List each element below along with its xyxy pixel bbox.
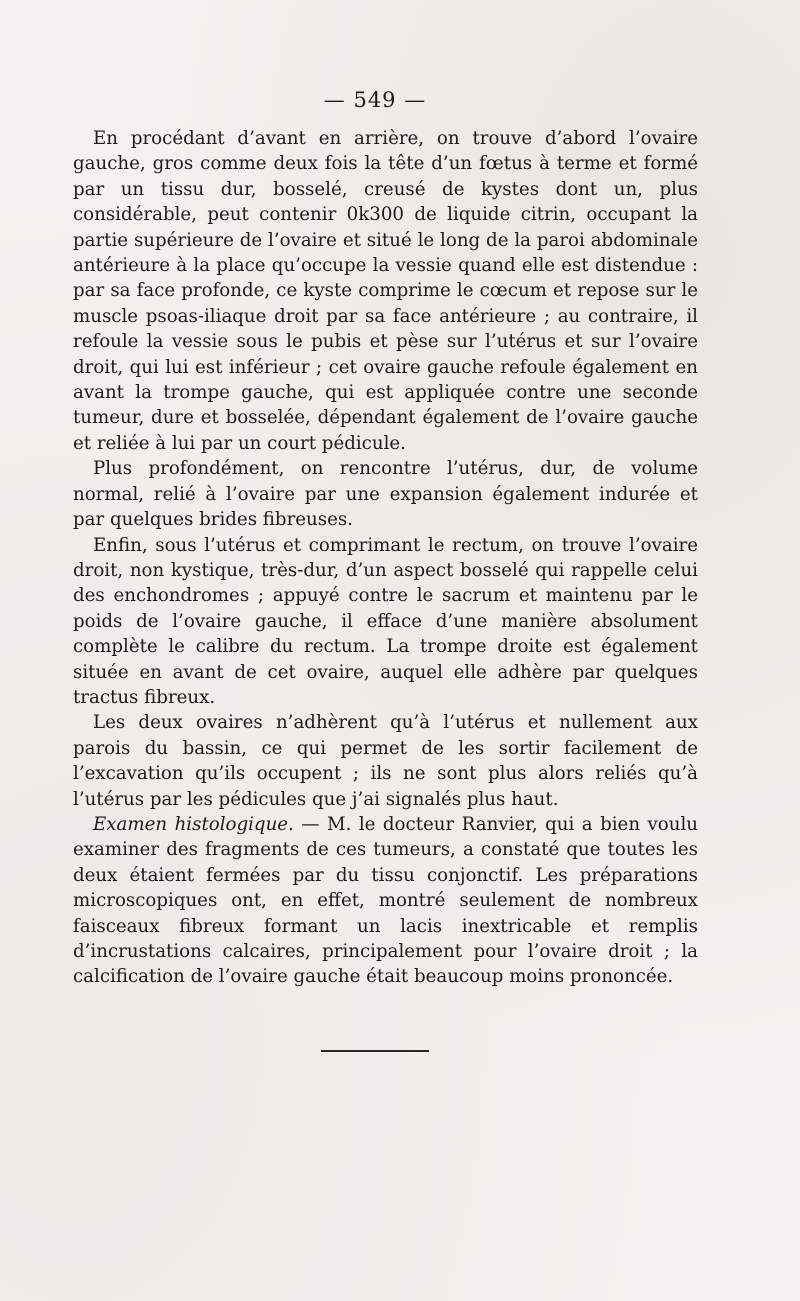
page-number: — 549 — [323, 88, 427, 112]
section-heading-inline: Examen histologique. [93, 813, 294, 835]
end-rule [321, 1050, 429, 1052]
paragraph-5-text: — M. le docteur Ranvier, qui a bien voulu examiner des fragments de ces tumeurs, a constaté que toutes les deux étaient fermées par du tissu conjonctif. Les préparations microscopiques ont, en effet, montré seulement de nombreux faisceaux fibreux formant un lacis inextricable et remplis d’incrustations calcaires, principalement pour l’ovaire droit ; la calcification de l’ovaire gauche était beaucoup moins prononcée. [73, 813, 698, 988]
paragraph-3: Enfin, sous l’utérus et comprimant le rectum, on trouve l’ovaire droit, non kystique, très-dur, d’un aspect bosselé qui rappelle celui des enchondromes ; appuyé contre le sacrum et maintenu par le poids de l’ovaire gauche, il efface d’une manière absolument complète le calibre du rectum. La trompe droite est également située en avant de cet ovaire, auquel elle adhère par quelques tractus fibreux. [73, 534, 698, 708]
paragraph-5 [73, 812, 698, 990]
body-text [73, 126, 698, 990]
paragraph-1: En procédant d’avant en arrière, on trouve d’abord l’ovaire gauche, gros comme deux fois la tête d’un fœtus à terme et formé par un tissu dur, bosselé, creusé de kystes dont un, plus considérable, peut contenir 0k300 de liquide citrin, occupant la partie supérieure de l’ovaire et situé le long de la paroi abdominale antérieure à la place qu’occupe la vessie quand elle est distendue : par sa face profonde, ce kyste comprime le cœcum et repose sur le muscle psoas-iliaque droit par sa face antérieure ; au contraire, il refoule la vessie sous le pubis et pèse sur l’utérus et sur l’ovaire droit, qui lui est inférieur ; cet ovaire gauche refoule également en avant la trompe gauche, qui est appliquée contre une seconde tumeur, dure et bosselée, dépendant également de l’ovaire gauche et reliée à lui par un court pédicule. [73, 128, 698, 454]
paragraph-2: Plus profondément, on rencontre l’utérus, dur, de volume normal, relié à l’ovaire par une expansion également indurée et par quelques brides fibreuses. [73, 458, 698, 531]
paragraph-4: Les deux ovaires n’adhèrent qu’à l’utérus et nullement aux parois du bassin, ce qui permet de les sortir facilement de l’excavation qu’ils occupent ; ils ne sont plus alors reliés qu’à l’utérus par les pédicules que j’ai signalés plus haut. [73, 712, 698, 810]
